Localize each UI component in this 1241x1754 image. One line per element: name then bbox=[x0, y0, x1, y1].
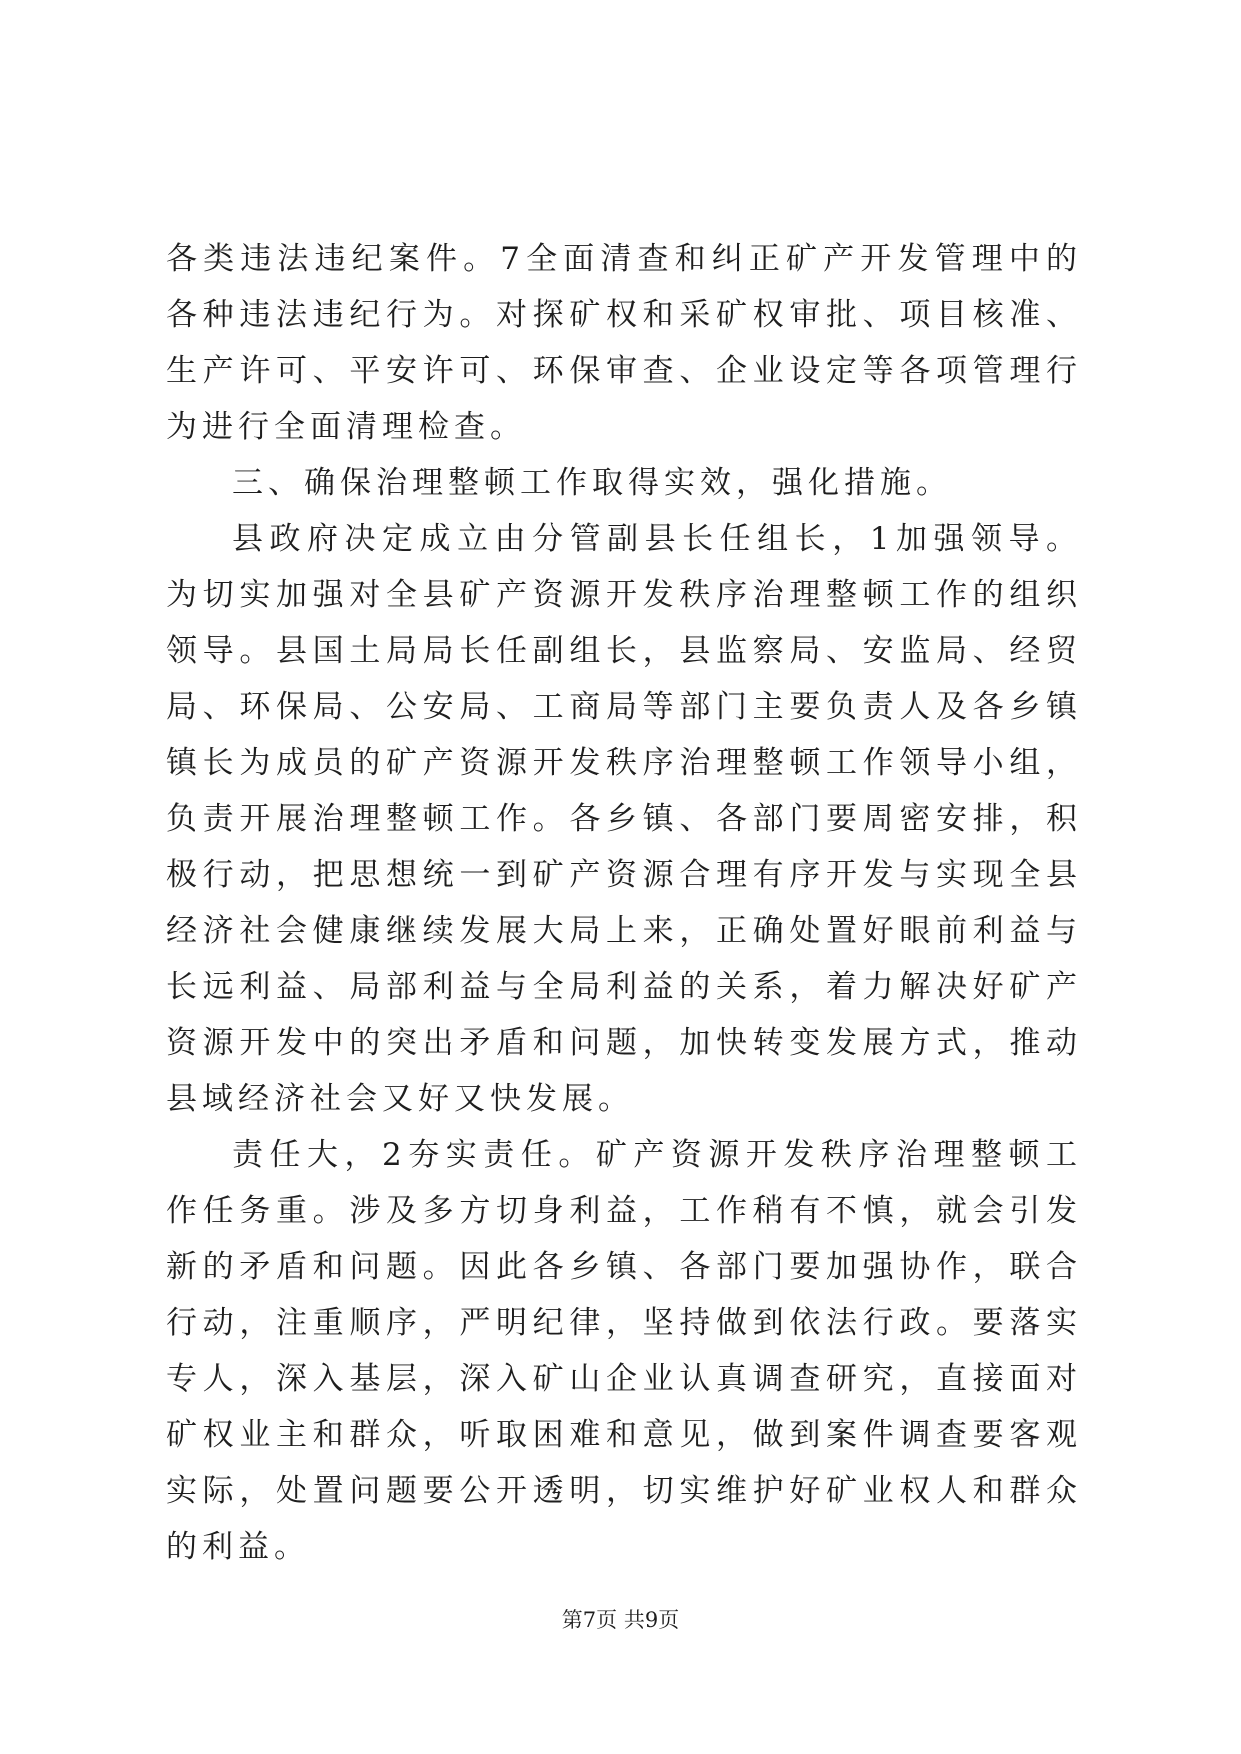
paragraph-3: 县政府决定成立由分管副县长任组长，1加强领导。为切实加强对全县矿产资源开发秩序治理整顿工作的组织领导。县国土局局长任副组长，县监察局、安监局、经贸局、环保局、公安局、工商局等部门主要负责人及各乡镇镇长为成员的矿产资源开发秩序治理整顿工作领导小组，负责开展治理整顿工作。各乡镇、各部门要周密安排，积极行动，把思想统一到矿产资源合理有序开发与实现全县经济社会健康继续发展大局上来，正确处置好眼前利益与长远利益、局部利益与全局利益的关系，着力解决好矿产资源开发中的突出矛盾和问题，加快转变发展方式，推动县域经济社会又好又快发展。 bbox=[166, 521, 1082, 1117]
paragraph-4: 责任大，2夯实责任。矿产资源开发秩序治理整顿工作任务重。涉及多方切身利益，工作稍有不慎，就会引发新的矛盾和问题。因此各乡镇、各部门要加强协作，联合行动，注重顺序，严明纪律，坚持做到依法行政。要落实专人，深入基层，深入矿山企业认真调查研究，直接面对矿权业主和群众，听取困难和意见，做到案件调查要客观实际，处置问题要公开透明，切实维护好矿业权人和群众的利益。 bbox=[166, 1137, 1082, 1565]
document-body bbox=[166, 231, 1082, 1575]
page-number-footer: 第7页 共9页 bbox=[561, 1608, 680, 1632]
paragraph-1: 各类违法违纪案件。7全面清查和纠正矿产开发管理中的各种违法违纪行为。对探矿权和采矿权审批、项目核准、生产许可、平安许可、环保审查、企业设定等各项管理行为进行全面清理检查。 bbox=[166, 241, 1082, 445]
paragraph-2-heading: 三、确保治理整顿工作取得实效，强化措施。 bbox=[232, 465, 952, 501]
